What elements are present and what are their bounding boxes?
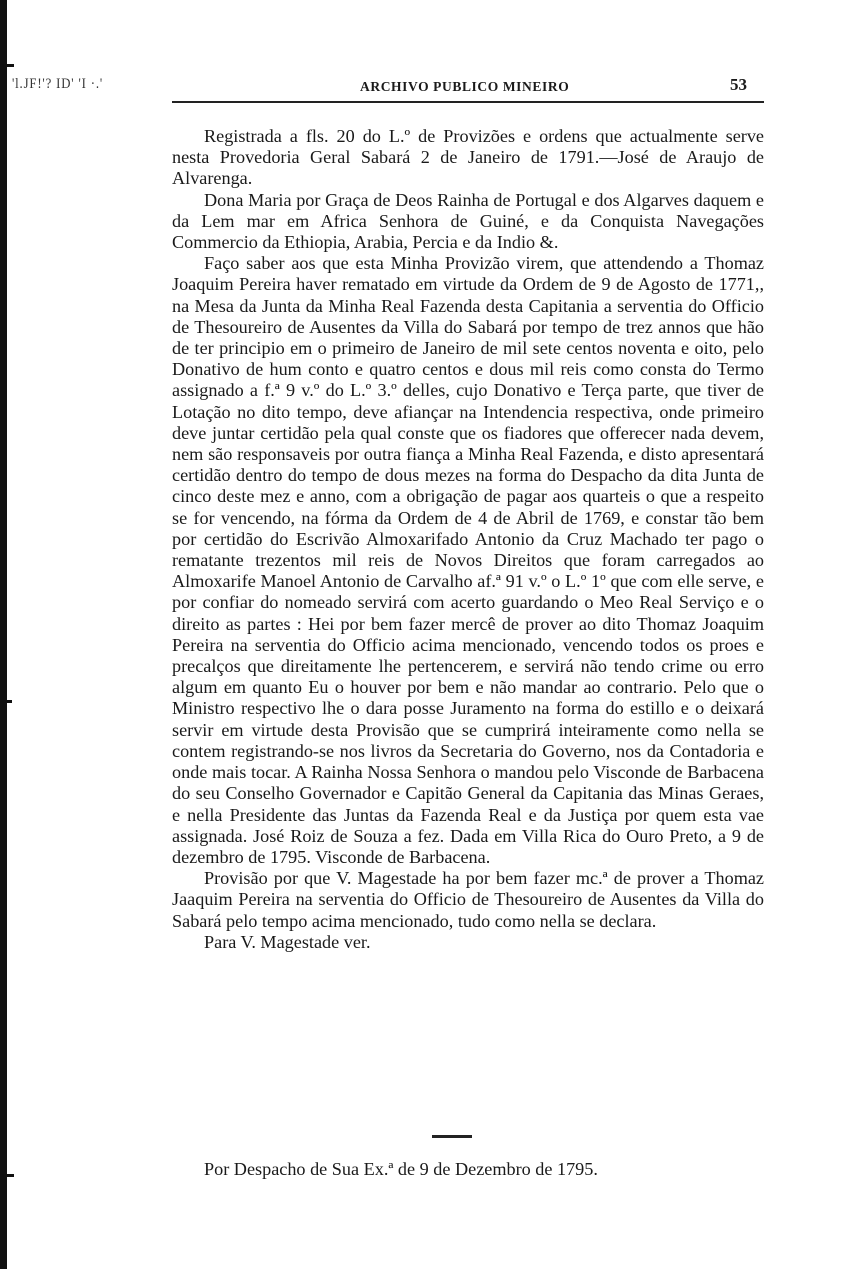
scan-edge-mark (0, 64, 14, 67)
running-head (10, 76, 762, 100)
dispatch-line: Por Despacho de Sua Ex.ª de 9 de Dezembro de 1795. (204, 1159, 598, 1179)
scan-edge-mark (0, 1174, 14, 1177)
paragraph-royal-title: Dona Maria por Graça de Deos Rainha de Portugal e dos Algarves daquem e da Lem mar em Africa Senhora de Guiné, e da Conquista Navegações Commercio da Ethiopia, Arabia, Percia e da Indio &. (172, 189, 764, 253)
section-divider (432, 1135, 472, 1138)
scan-edge-mark (0, 700, 12, 703)
paragraph-registration: Registrada a fls. 20 do L.º de Provizões e ordens que actualmente serve nesta Provedoria Geral Sabará 2 de Janeiro de 1791.—José de Araujo de Alvarenga. (172, 126, 764, 189)
paragraph-provision: Faço saber aos que esta Minha Provizão virem, que attendendo a Thomaz Joaquim Pereira haver rematado em virtude da Ordem de 9 de Agosto de 1771,, na Mesa da Junta da Minha Real Fazenda desta Capitania a serventia do Officio de Thesoureiro de Ausentes da Villa do Sabará por tempo de trez annos que hão de ter principio em o primeiro de Janeiro de mil sete centos noventa e oito, pelo Donativo de hum conto e quatro centos e dous mil reis como consta do Termo assignado a f.ª 9 v.º do L.º 3.º delles, cujo Donativo e Terça parte, que tiver de Lotação no dito tempo, deve afiançar na Intendencia respectiva, onde primeiro deve juntar certidão pela qual conste que os fiadores que offerecer nada devem, nem são responsaveis por outra fiança a Minha Real Fazenda, e disto apresentará certidão dentro do tempo de dous mezes na forma do Despacho da dita Junta de cinco deste mez e anno, com a obrigação de pagar aos quarteis o que a respeito se for vencendo, na fórma da Ordem de 4 de Abril de 1769, e constar tão bem por certidão do Escrivão Almoxarifado Antonio da Cruz Machado ter pago o rematante trezentos mil reis de Novos Direitos que foram carregados ao Almoxarife Manoel Antonio de Carvalho af.ª 91 v.º o L.º 1º que com elle serve, e por confiar do nomeado servirá com acerto guardando o Meo Real Serviço e o direito as partes : Hei por bem fazer mercê de prover ao dito Thomaz Joaquim Pereira na serventia do Officio acima mencionado, vencendo todos os proes e precalços que direitamente lhe pertencerem, e servirá não tendo crime ou erro algum em quanto Eu o houver por bem e não mandar ao contrario. Pelo que o Ministro respectivo lhe o dara posse Juramento na forma do estillo e o deixará servir em virtude desta Provisão que se cumprirá inteiramente como nella se contem registrando-se nos livros da Secretaria do Governo, nos da Contadoria e onde mais tocar. A Rainha Nossa Senhora o mandou pelo Visconde de Barbacena do seu Conselho Governador e Capitão General da Capitania das Minas Geraes, e nella Presidente das Juntas da Fazenda Real e da Justiça por quem esta vae assignada. José Roiz de Souza a fez. Dada em Villa Rica do Ouro Preto, a 9 de dezembro de 1795. Visconde de Barbacena. (172, 253, 764, 867)
header-fragment: 'l.JF!'? ID' 'I ·.' (12, 76, 104, 92)
body-text (172, 126, 764, 953)
header-rule (172, 101, 764, 103)
paragraph-summary: Provisão por que V. Magestade ha por bem fazer mc.ª de prover a Thomaz Jaaquim Pereira na serventia do Officio de Thesoureiro de Ausentes da Villa do Sabará pelo tempo acima mencionado, tudo como nella se declara. (172, 868, 764, 931)
scan-binding-edge (0, 0, 7, 1269)
paragraph-for-majesty: Para V. Magestade ver. (204, 931, 371, 952)
page-number: 53 (730, 75, 747, 94)
journal-title: ARCHIVO PUBLICO MINEIRO (360, 79, 570, 94)
